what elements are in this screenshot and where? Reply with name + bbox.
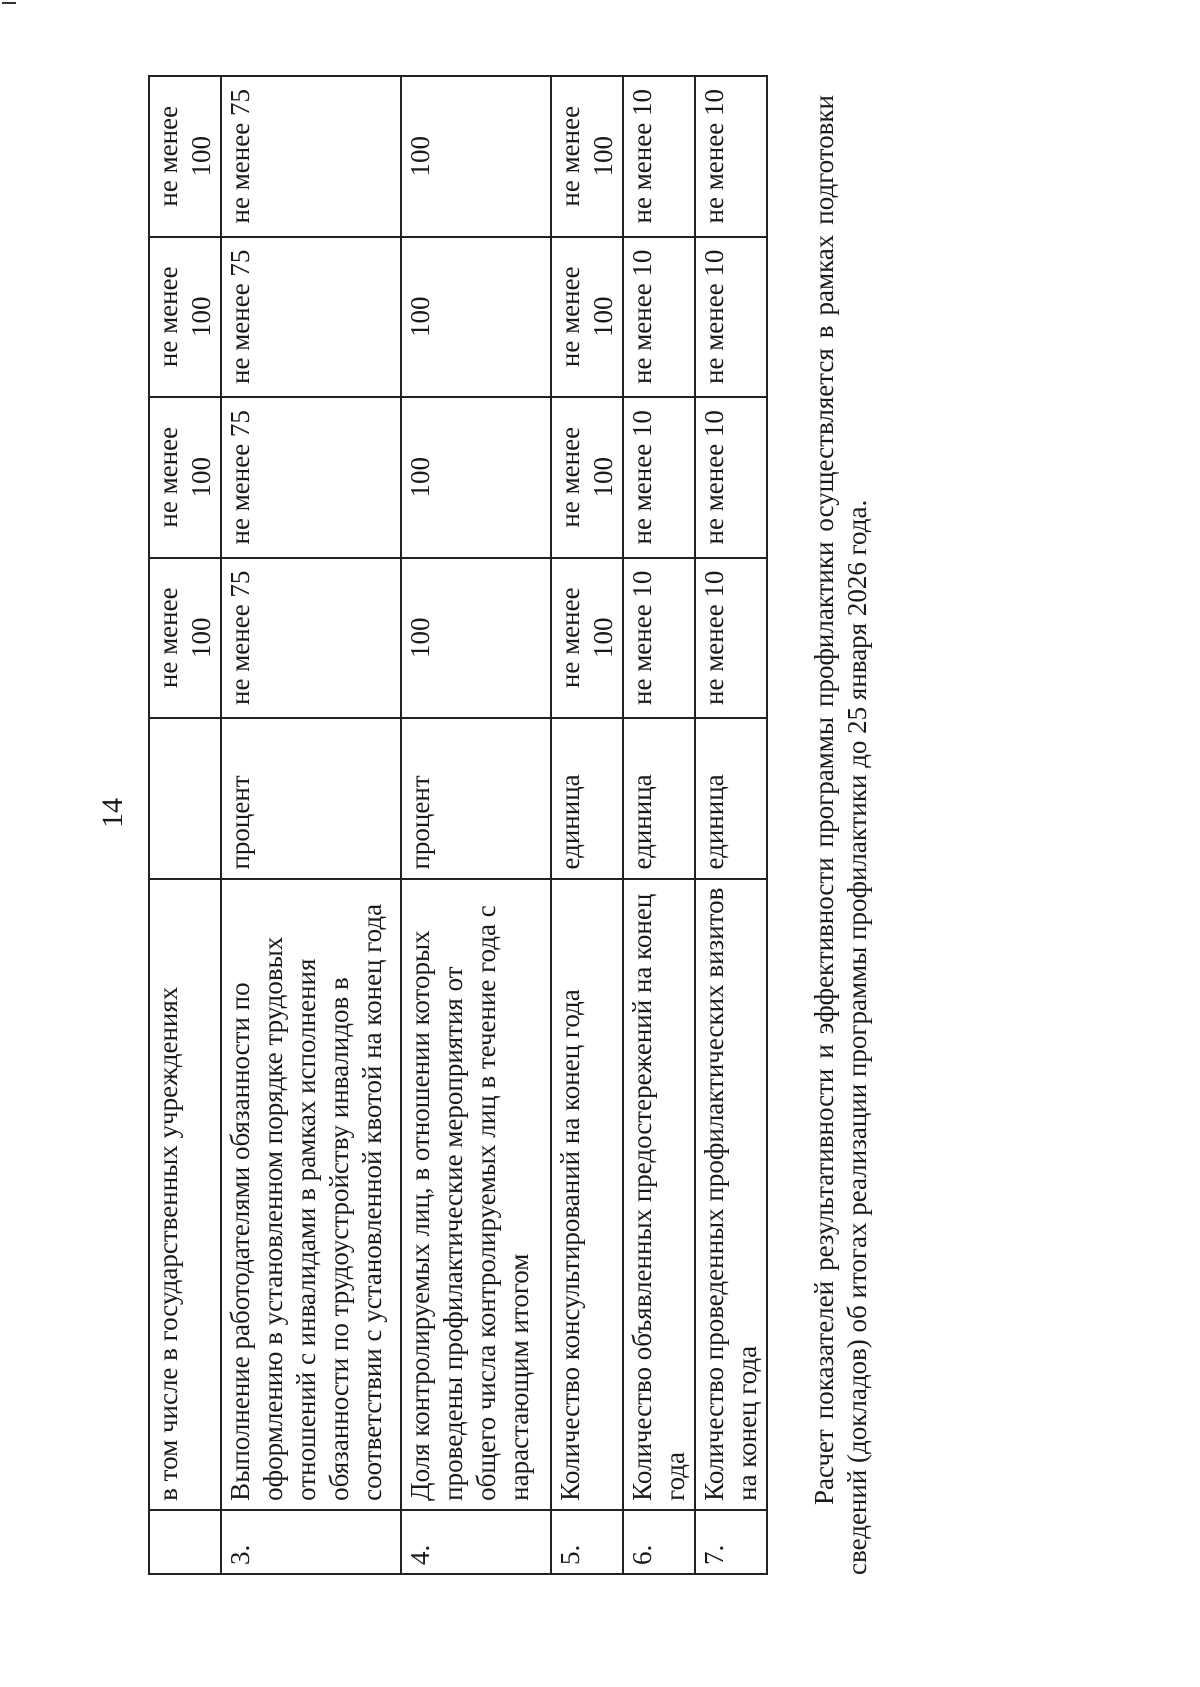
- value-cell: не менее 75: [221, 558, 401, 719]
- indicator-name: Количество проведенных профилактических визитов на конец года: [695, 879, 767, 1510]
- row-number: [149, 1510, 221, 1574]
- unit-cell: [149, 718, 221, 879]
- value-cell: не менее 75: [221, 397, 401, 558]
- table-row: [551, 76, 623, 1574]
- value-cell: не менее 75: [221, 76, 401, 237]
- value-cell: не менее 100: [149, 237, 221, 398]
- value-cell: 100: [401, 76, 551, 237]
- unit-cell: единица: [551, 718, 623, 879]
- row-number: 3.: [221, 1510, 401, 1574]
- value-cell: не менее 100: [551, 558, 623, 719]
- rotated-content: [148, 75, 872, 1575]
- indicator-name: в том числе в государственных учреждениях: [149, 879, 221, 1510]
- row-number: 6.: [623, 1510, 695, 1574]
- value-cell: не менее 10: [695, 397, 767, 558]
- table-row: [149, 76, 221, 1574]
- value-cell: 100: [401, 558, 551, 719]
- unit-cell: процент: [221, 718, 401, 879]
- value-cell: не менее 100: [149, 76, 221, 237]
- unit-cell: единица: [623, 718, 695, 879]
- value-cell: не менее 100: [149, 558, 221, 719]
- table-row: [401, 76, 551, 1574]
- value-cell: не менее 10: [695, 76, 767, 237]
- indicators-table: [148, 75, 768, 1575]
- value-cell: не менее 10: [695, 558, 767, 719]
- value-cell: не менее 10: [623, 397, 695, 558]
- note-paragraph: Расчет показателей результативности и эффективности программы профилактики осуществляется в рамках подготовки сведений (докладов) об итогах реализации программы профилактики до 25 января 2026 года.: [809, 95, 872, 1575]
- table-row: [695, 76, 767, 1574]
- indicator-name: Количество консультирований на конец года: [551, 879, 623, 1510]
- indicator-name: Доля контролируемых лиц, в отношении которых проведены профилактические мероприятия от общего числа контролируемых лиц в течение года с нарастающим итогом: [401, 879, 551, 1510]
- value-cell: 100: [401, 237, 551, 398]
- value-cell: не менее 100: [551, 237, 623, 398]
- value-cell: не менее 100: [149, 397, 221, 558]
- value-cell: не менее 10: [695, 237, 767, 398]
- value-cell: не менее 75: [221, 237, 401, 398]
- row-number: 5.: [551, 1510, 623, 1574]
- value-cell: не менее 100: [551, 76, 623, 237]
- value-cell: не менее 10: [623, 76, 695, 237]
- row-number: 7.: [695, 1510, 767, 1574]
- corner-dash: [2, 2, 16, 4]
- table-row: [623, 76, 695, 1574]
- row-number: 4.: [401, 1510, 551, 1574]
- value-cell: не менее 10: [623, 237, 695, 398]
- indicator-name: Выполнение работодателями обязанности по оформлению в установленном порядке трудовых отношений с инвалидами в рамках исполнения обязанности по трудоустройству инвалидов в соответствии с установленной квотой на конец года: [221, 879, 401, 1510]
- value-cell: не менее 100: [551, 397, 623, 558]
- table-row: [221, 76, 401, 1574]
- indicator-name: Количество объявленных предостережений на конец года: [623, 879, 695, 1510]
- unit-cell: единица: [695, 718, 767, 879]
- page-number: 14: [96, 798, 129, 828]
- unit-cell: процент: [401, 718, 551, 879]
- value-cell: не менее 10: [623, 558, 695, 719]
- value-cell: 100: [401, 397, 551, 558]
